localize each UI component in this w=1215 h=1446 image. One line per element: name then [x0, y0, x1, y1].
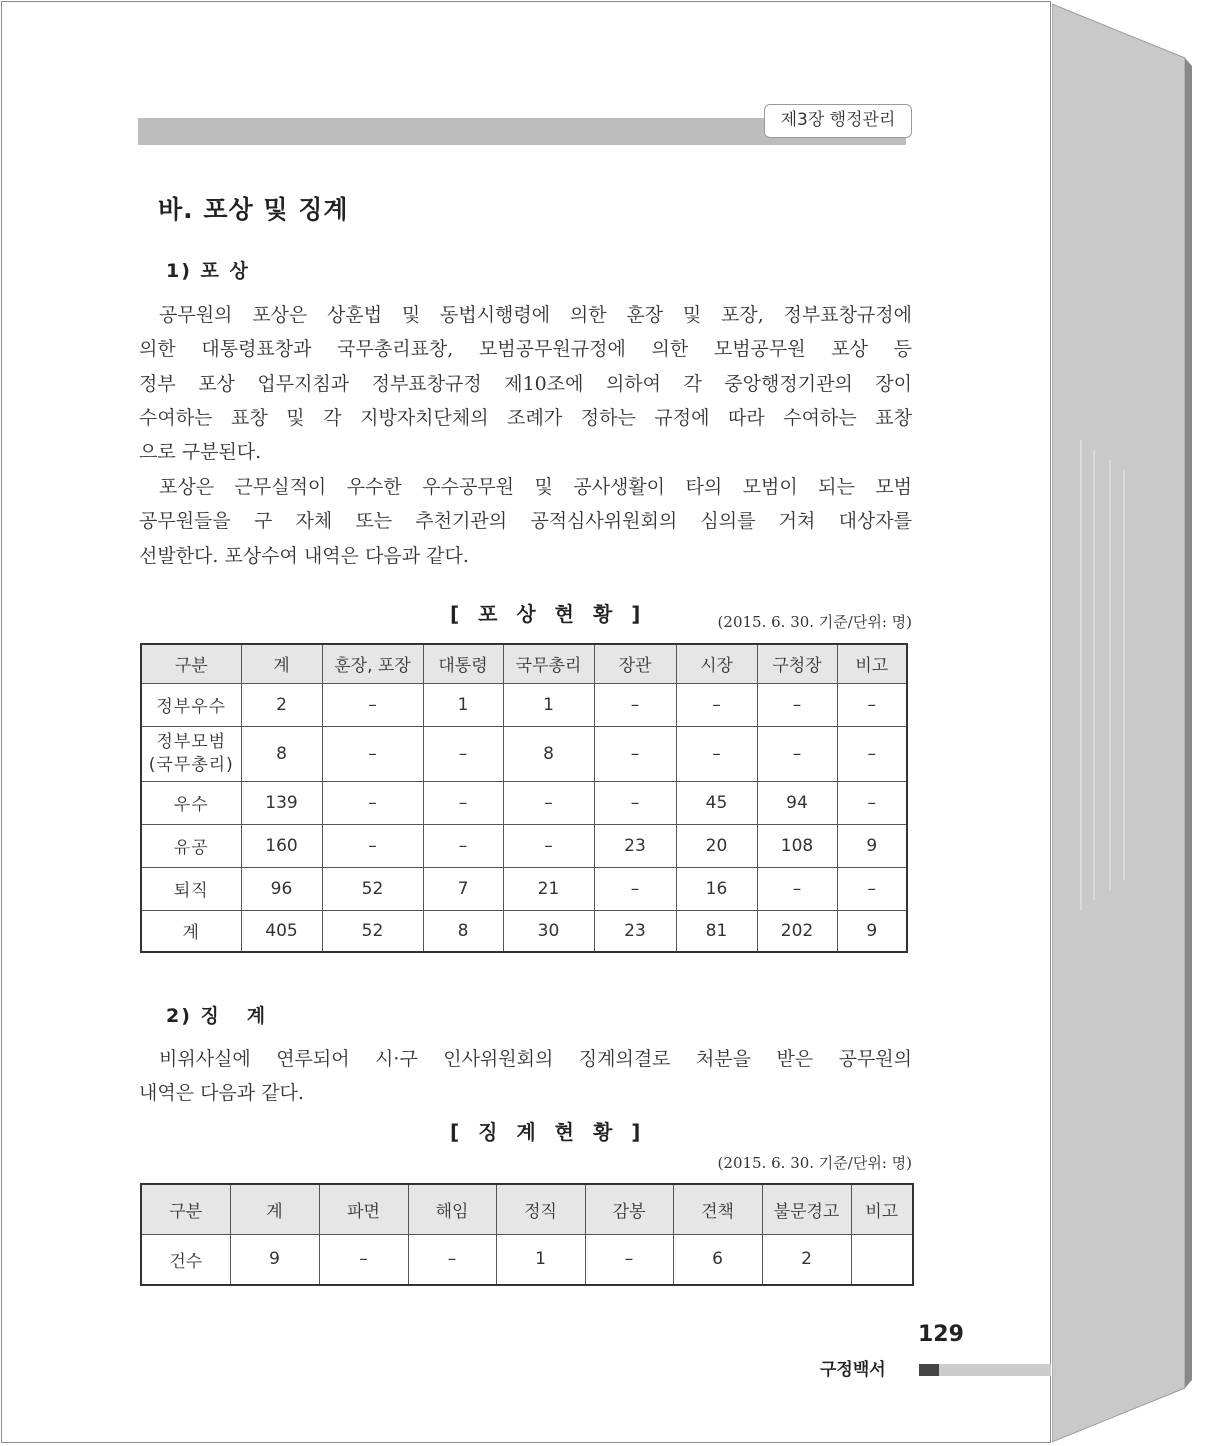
table-cell: 6 [673, 1234, 762, 1285]
table-cell: – [594, 683, 676, 726]
discipline-paragraph [139, 1042, 912, 1111]
table-cell: 160 [241, 824, 322, 867]
table-cell: 21 [503, 867, 594, 910]
table-cell: – [837, 867, 907, 910]
table-cell: 23 [594, 910, 676, 952]
table-cell: – [837, 781, 907, 824]
table-cell: – [423, 726, 503, 781]
table-cell: – [594, 781, 676, 824]
page-number: 129 [918, 1322, 964, 1347]
table-row [141, 867, 907, 910]
text-line: 공무원들을 구 자체 또는 추천기관의 공적심사위원회의 심의를 거쳐 대상자를 [139, 510, 912, 533]
table-row [141, 726, 907, 781]
header-cell: 대통령 [423, 644, 503, 683]
table-cell: – [676, 726, 757, 781]
table-cell: 2 [241, 683, 322, 726]
table-row [141, 683, 907, 726]
table-cell [851, 1234, 913, 1285]
header-cell: 정직 [496, 1184, 585, 1234]
table-cell: 1 [423, 683, 503, 726]
table-cell: – [503, 781, 594, 824]
section-title: 바. 포상 및 징계 [158, 195, 349, 224]
table-cell: – [757, 683, 837, 726]
text-line: 공무원의 포상은 상훈법 및 동법시행령에 의한 훈장 및 포장, 정부표창규정에 [159, 304, 912, 326]
table-cell: 1 [503, 683, 594, 726]
discipline-table-title: [ 징 계 현 황 ] [450, 1120, 647, 1144]
table-cell: – [757, 867, 837, 910]
table-cell: – [676, 683, 757, 726]
footer-bar [939, 1364, 1051, 1376]
table-cell: 9 [837, 910, 907, 952]
table-row [141, 781, 907, 824]
table-cell: 1 [496, 1234, 585, 1285]
table-cell: – [423, 824, 503, 867]
table-cell: 퇴직 [141, 867, 241, 910]
table-cell: – [423, 781, 503, 824]
header-cell: 장관 [594, 644, 676, 683]
table-cell: – [594, 867, 676, 910]
table-cell: 유공 [141, 824, 241, 867]
table-cell: 96 [241, 867, 322, 910]
table-cell: – [319, 1234, 408, 1285]
header-cell: 견책 [673, 1184, 762, 1234]
discipline-subtitle: 2) 징 계 [166, 1005, 268, 1027]
header-cell: 구분 [141, 1184, 230, 1234]
text-line: 내역은 다음과 같다. [139, 1082, 304, 1105]
text-line: 으로 구분된다. [139, 441, 262, 464]
table-cell: 94 [757, 781, 837, 824]
table-cell: 계 [141, 910, 241, 952]
header-cell: 구청장 [757, 644, 837, 683]
header-cell: 훈장, 포장 [322, 644, 423, 683]
table-cell: – [322, 726, 423, 781]
header-cell: 불문경고 [762, 1184, 851, 1234]
book-page-edge [1052, 0, 1215, 1446]
table-cell: 202 [757, 910, 837, 952]
award-paragraph-2 [139, 470, 912, 573]
table-cell: – [837, 683, 907, 726]
discipline-table-note: (2015. 6. 30. 기준/단위: 명) [717, 1154, 912, 1172]
table-cell: – [322, 683, 423, 726]
table-cell: – [837, 726, 907, 781]
table-cell: 20 [676, 824, 757, 867]
footer-marker [919, 1364, 939, 1376]
book-title: 구정백서 [820, 1360, 886, 1380]
table-cell: 139 [241, 781, 322, 824]
table-cell: 2 [762, 1234, 851, 1285]
table-cell: 30 [503, 910, 594, 952]
table-cell: 우수 [141, 781, 241, 824]
table-cell: 9 [230, 1234, 319, 1285]
text-line: 정부 포상 업무지침과 정부표창규정 제10조에 의하여 각 중앙행정기관의 장이 [139, 372, 912, 395]
text-line: 포상은 근무실적이 우수한 우수공무원 및 공사생활이 타의 모범이 되는 모범 [159, 476, 912, 498]
discipline-table [140, 1183, 914, 1286]
table-row [141, 824, 907, 867]
award-table [140, 643, 908, 953]
table-cell: 108 [757, 824, 837, 867]
header-cell: 계 [230, 1184, 319, 1234]
table-row [141, 1234, 913, 1285]
table-cell: – [757, 726, 837, 781]
header-cell: 비고 [837, 644, 907, 683]
table-cell: 52 [322, 867, 423, 910]
table-cell: 81 [676, 910, 757, 952]
table-row [141, 910, 907, 952]
text-line: 선발한다. 포상수여 내역은 다음과 같다. [139, 544, 469, 567]
award-subtitle: 1) 포 상 [166, 260, 250, 282]
table-cell: 16 [676, 867, 757, 910]
table-cell: 건수 [141, 1234, 230, 1285]
table-cell: 8 [241, 726, 322, 781]
table-header-row [141, 644, 907, 683]
header-cell: 시장 [676, 644, 757, 683]
award-table-title: [ 포 상 현 황 ] [450, 602, 647, 626]
table-cell: 8 [503, 726, 594, 781]
table-header-row [141, 1184, 913, 1234]
table-cell: – [322, 824, 423, 867]
chapter-tab: 제3장 행정관리 [764, 104, 912, 138]
table-cell: 정부우수 [141, 683, 241, 726]
header-cell: 국무총리 [503, 644, 594, 683]
award-paragraph-1 [139, 298, 912, 469]
header-cell: 계 [241, 644, 322, 683]
table-cell: 405 [241, 910, 322, 952]
text-line: 의한 대통령표창과 국무총리표창, 모범공무원규정에 의한 모범공무원 포상 등 [139, 338, 912, 361]
header-cell: 해임 [408, 1184, 496, 1234]
table-cell: 7 [423, 867, 503, 910]
table-cell: – [594, 726, 676, 781]
text-line: 수여하는 표창 및 각 지방자치단체의 조례가 정하는 규정에 따라 수여하는 표창 [139, 406, 912, 429]
header-cell: 비고 [851, 1184, 913, 1234]
table-cell: – [322, 781, 423, 824]
table-cell: 23 [594, 824, 676, 867]
table-cell: 52 [322, 910, 423, 952]
header-cell: 구분 [141, 644, 241, 683]
header-cell: 감봉 [585, 1184, 673, 1234]
header-cell: 파면 [319, 1184, 408, 1234]
table-cell: 8 [423, 910, 503, 952]
table-cell: – [585, 1234, 673, 1285]
table-cell: 9 [837, 824, 907, 867]
award-table-note: (2015. 6. 30. 기준/단위: 명) [717, 613, 912, 631]
table-cell: 45 [676, 781, 757, 824]
table-cell: – [408, 1234, 496, 1285]
table-cell: 정부모범 (국무총리) [141, 726, 241, 781]
text-line: 비위사실에 연루되어 시·구 인사위원회의 징계의결로 처분을 받은 공무원의 [159, 1048, 912, 1070]
table-cell: – [503, 824, 594, 867]
